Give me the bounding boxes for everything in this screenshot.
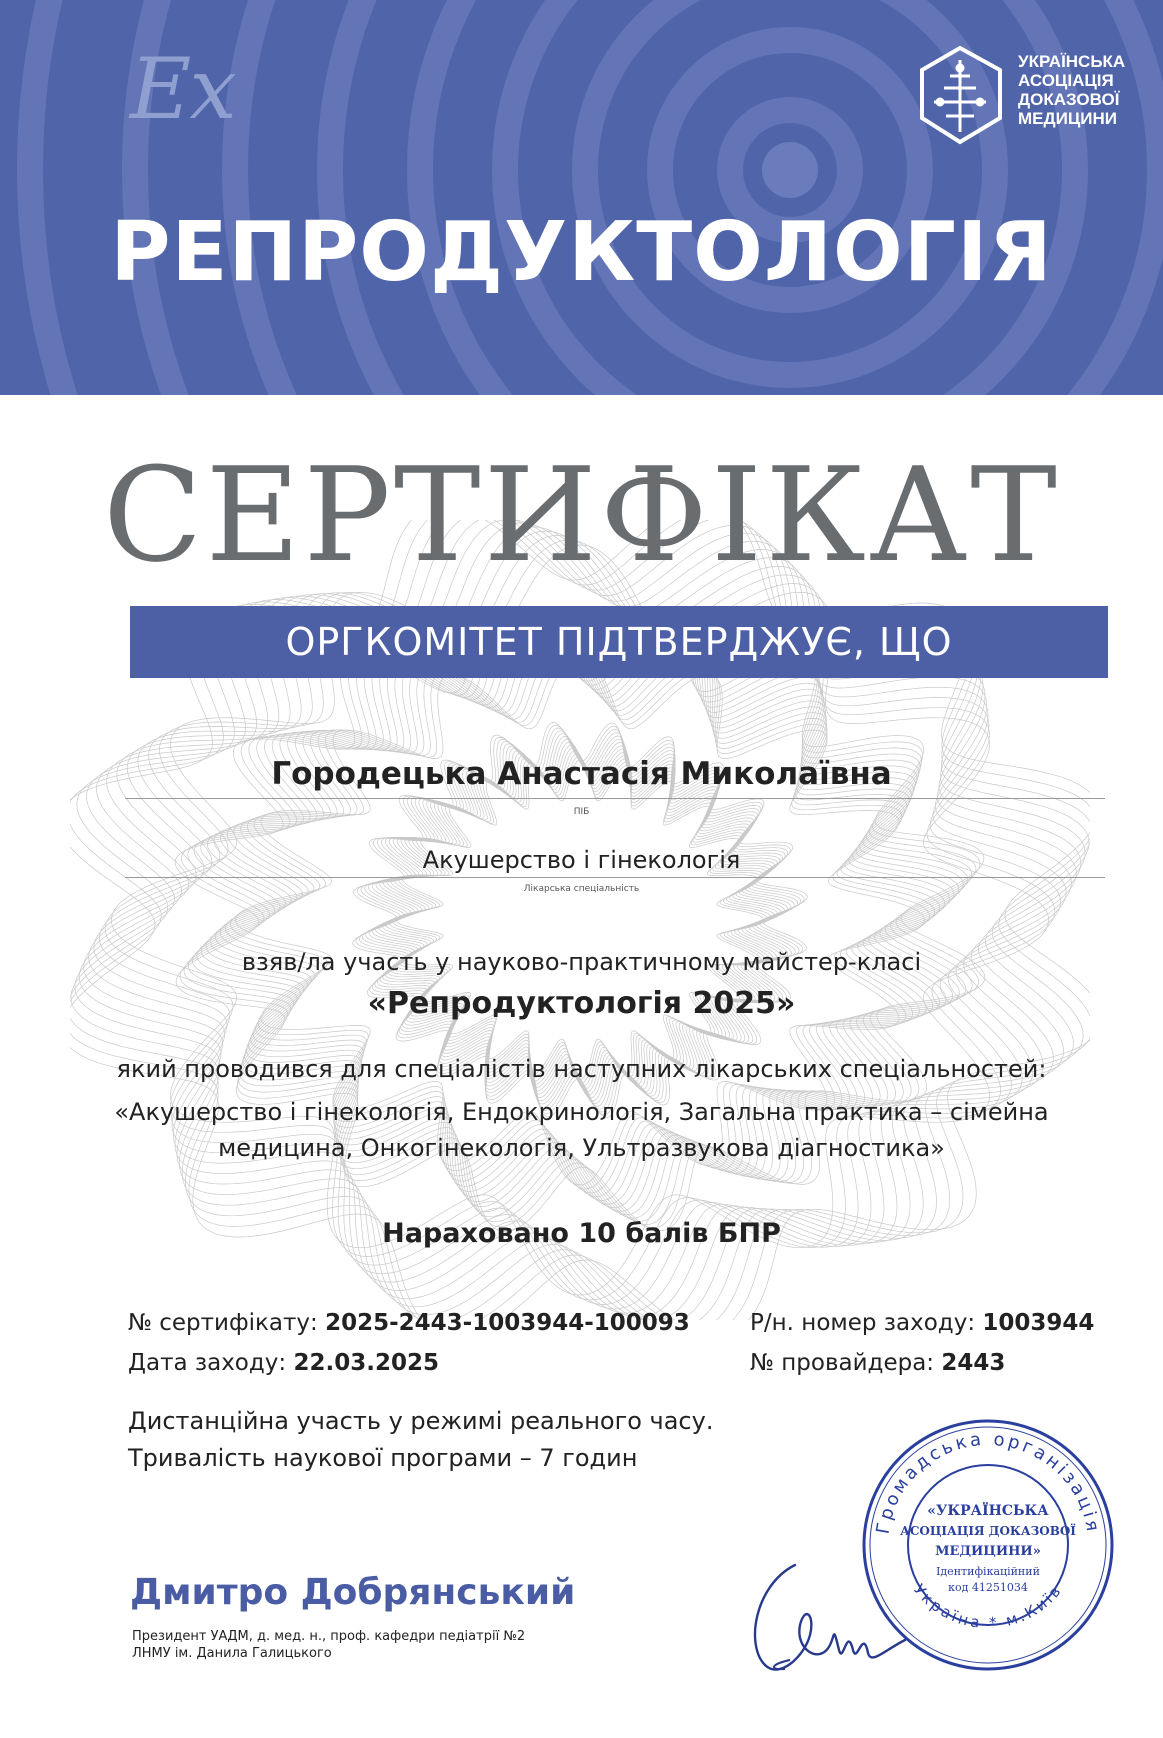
svg-text:Громадська організація <box>873 1429 1104 1536</box>
certificate-number <box>128 1310 690 1336</box>
seal-line-1: «УКРАЇНСЬКА <box>927 1503 1049 1519</box>
seal-outer-text: Громадська організація <box>872 1428 1104 1536</box>
specialties-line-1: «Акушерство і гінекологія, Ендокринологія, Загальна практика – сімейна <box>114 1098 1049 1126</box>
date-value: 22.03.2025 <box>293 1350 439 1376</box>
pib-caption: ПІБ <box>573 807 590 817</box>
event-date <box>128 1350 439 1376</box>
remote-line-1: Дистанційна участь у режимі реального часу. <box>128 1407 714 1435</box>
points-awarded: Нараховано 10 балів БПР <box>382 1218 781 1249</box>
specialties-line-2: медицина, Онкогінекологія, Ультразвукова діагностика» <box>218 1134 945 1162</box>
event-number <box>750 1310 1094 1336</box>
provider-value: 2443 <box>941 1350 1006 1376</box>
seal-line-3: МЕДИЦИНИ» <box>935 1544 1041 1559</box>
organizing-committee-banner: ОРГКОМІТЕТ ПІДТВЕРДЖУЄ, ЩО <box>130 606 1108 678</box>
provider-label: № провайдера: <box>750 1350 935 1376</box>
event-no-label: Р/н. номер заходу: <box>750 1310 976 1336</box>
remote-line-2: Тривалість наукової програми – 7 годин <box>128 1444 638 1472</box>
person-name: Городецька Анастасія Миколаївна <box>271 756 892 792</box>
handwritten-signature <box>735 1555 935 1685</box>
specialty-caption: Лікарська спеціальність <box>523 884 640 894</box>
signer-name: Дмитро Добрянський <box>130 1572 576 1613</box>
certificate-title: СЕРТИФІКАТ <box>103 439 1060 591</box>
specialties-list <box>0 1094 1163 1166</box>
uadm-logo-text: УКРАЇНСЬКА АСОЦІАЦІЯ ДОКАЗОВОЇ МЕДИЦИНИ <box>1018 52 1126 128</box>
signer-title-line-1: Президент УАДМ, д. мед. н., проф. кафедри педіатрії №2 <box>132 1629 526 1644</box>
header-band <box>0 0 1163 395</box>
seal-bottom-text: Україна * м.Київ <box>909 1580 1067 1633</box>
signer-title-line-2: ЛНМУ ім. Данила Галицького <box>132 1646 332 1661</box>
header-title: РЕПРОДУКТОЛОГІЯ <box>110 205 1053 300</box>
cert-no-value: 2025-2443-1003944-100093 <box>325 1310 690 1336</box>
date-label: Дата заходу: <box>128 1350 287 1376</box>
conducted-for-text: який проводився для спеціалістів наступних лікарських спеціальностей: <box>116 1055 1047 1083</box>
event-no-value: 1003944 <box>982 1310 1095 1336</box>
specialty: Акушерство і гінекологія <box>422 846 741 874</box>
participation-text: взяв/ла участь у науково-практичному майстер-класі <box>241 948 922 976</box>
cert-no-label: № сертифікату: <box>128 1310 318 1336</box>
seal-line-5: код 41251034 <box>948 1581 1028 1594</box>
seal-line-4: Ідентифікаційний <box>936 1565 1040 1578</box>
specialty-underline <box>125 877 1105 878</box>
event-name: «Репродуктологія 2025» <box>367 986 796 1021</box>
signer-title <box>132 1628 525 1662</box>
provider-number <box>750 1350 1005 1376</box>
name-underline <box>125 798 1105 799</box>
remote-participation <box>128 1403 713 1477</box>
seal-line-2: АСОЦІАЦІЯ ДОКАЗОВОЇ <box>900 1524 1076 1538</box>
ex-mark-logo: Ex <box>130 40 235 138</box>
